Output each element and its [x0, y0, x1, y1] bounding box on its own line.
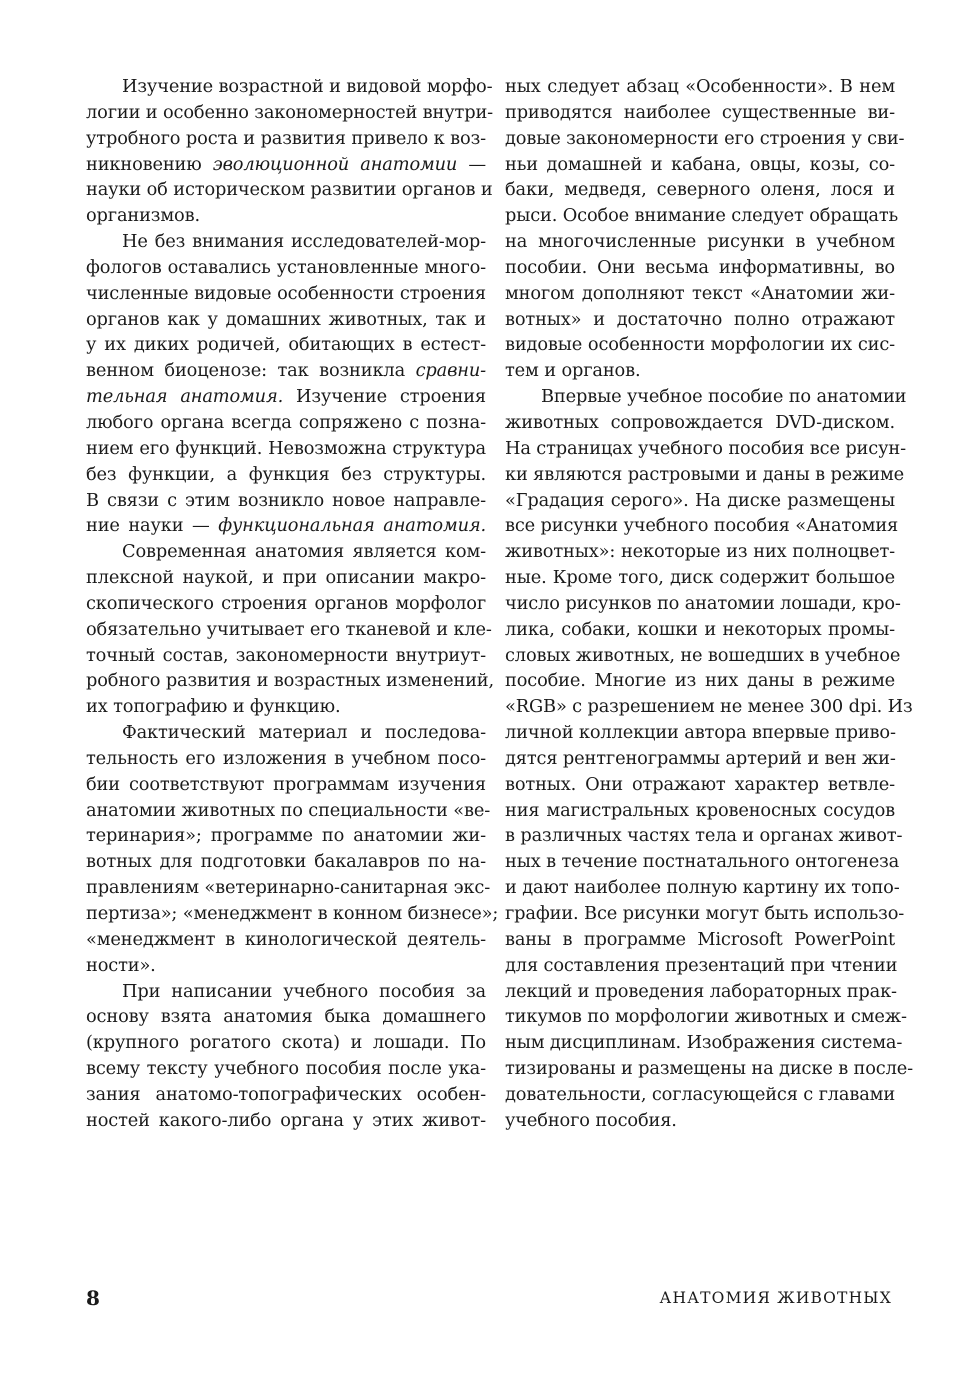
text-line: в различных частях тела и органах живот- — [505, 825, 903, 847]
text-line: численные видовые особенности строения — [86, 282, 486, 304]
text-run: венном биоценозе: так возникла — [86, 360, 416, 382]
text-line: вотных» и достаточно полно отражают — [505, 308, 895, 330]
text-line: пособие. Многие из них даны в режиме — [505, 670, 895, 692]
text-line: число рисунков по анатомии лошади, кро- — [505, 592, 901, 614]
text-line: организмов. — [86, 205, 200, 227]
text-line: на многочисленные рисунки в учебном — [505, 231, 895, 253]
text-line: плексной наукой, и при описании макро- — [86, 567, 486, 589]
text-line: довые закономерности его строения у сви- — [505, 127, 905, 149]
text-line: анатомии животных по специальности «ве- — [86, 799, 491, 821]
left-column — [86, 74, 499, 1134]
text-line: зания анатомо-топографических особен- — [86, 1083, 486, 1105]
text-line: ваны в программе Microsoft PowerPoint — [505, 928, 895, 950]
page-footer — [86, 1286, 892, 1316]
text-line — [86, 358, 486, 384]
text-line: скопического строения органов морфолог — [86, 592, 486, 614]
text-line: рыси. Особое внимание следует обращать — [505, 205, 899, 227]
text-line: «Градация серого». На диске размещены — [505, 489, 895, 511]
text-line: тизированы и размещены на диске в после- — [505, 1058, 913, 1080]
text-line: личной коллекции автора впервые приво- — [505, 722, 896, 744]
text-line: правлениям «ветеринарно-санитарная экс- — [86, 877, 491, 899]
text-line: Фактический материал и последова- — [122, 722, 486, 744]
text-line: В связи с этим возникло новое направле- — [86, 489, 486, 511]
text-line: логии и особенно закономерностей внутри- — [86, 101, 494, 123]
text-line: обязательно учитывает его тканевой и кле- — [86, 618, 492, 640]
running-title: АНАТОМИЯ ЖИВОТНЫХ — [659, 1289, 892, 1307]
text-line: приводятся наиболее существенные ви- — [505, 101, 895, 123]
text-line: всему тексту учебного пособия после ука- — [86, 1058, 486, 1080]
text-line: вотных. Они отражают характер ветвле- — [505, 773, 895, 795]
text-line: словых животных, не вошедших в учебное — [505, 644, 901, 666]
text-line: тем и органов. — [505, 360, 641, 382]
text-line: робного развития и возрастных изменений, — [86, 670, 494, 692]
text-run: Изучение строения — [283, 386, 486, 408]
text-line: утробного роста и развития привело к воз- — [86, 127, 486, 149]
text-line: ностей какого-либо органа у этих живот- — [86, 1109, 486, 1131]
text-line: лика, собаки, кошки и некоторых промы- — [505, 618, 895, 640]
text-line: тикумов по морфологии животных и смеж- — [505, 1006, 907, 1028]
text-line: дятся рентгенограммы артерий и вен жи- — [505, 747, 896, 769]
text-run: — — [457, 153, 487, 175]
text-line: и дают наиболее полную картину их топо- — [505, 877, 900, 899]
text-line: науки об историческом развитии органов и — [86, 179, 493, 201]
text-line: Не без внимания исследователей-мор- — [122, 231, 486, 253]
text-line: любого органа всегда сопряжено с позна- — [86, 411, 486, 433]
text-line: у их диких родичей, обитающих в естест- — [86, 334, 486, 356]
italic-term: сравни- — [415, 360, 486, 382]
text-line: их топографию и функцию. — [86, 696, 341, 718]
text-line: На страницах учебного пособия все рисун- — [505, 437, 906, 459]
text-line: основу взята анатомия быка домашнего — [86, 1006, 486, 1028]
text-line: животных сопровождается DVD-диском. — [505, 411, 895, 433]
text-line: «RGB» с разрешением не менее 300 dpi. Из — [505, 696, 913, 718]
text-line: Изучение возрастной и видовой морфо- — [122, 76, 493, 97]
text-line: многом дополняют текст «Анатомии жи- — [505, 282, 895, 304]
text-line: довательности, согласующейся с главами — [505, 1083, 896, 1105]
text-line: животных»: некоторые из них полноцвет- — [505, 541, 895, 563]
text-line: При написании учебного пособия за — [122, 980, 486, 1002]
text-line: тельность его изложения в учебном посо- — [86, 747, 486, 769]
text-line: ния магистральных кровеносных сосудов — [505, 799, 895, 821]
page-number: 8 — [86, 1286, 100, 1310]
right-column — [505, 74, 913, 1134]
text-line: (крупного рогатого скота) и лошади. По — [86, 1032, 486, 1054]
text-line: видовые особенности морфологии их сис- — [505, 334, 895, 356]
text-line: вотных для подготовки бакалавров по на- — [86, 851, 486, 873]
text-line: нием его функций. Невозможна структура — [86, 437, 486, 459]
text-line: Впервые учебное пособие по анатомии — [541, 386, 907, 408]
text-line: ности». — [86, 954, 156, 976]
text-line — [86, 513, 486, 539]
text-line — [86, 152, 486, 178]
text-line: для составления презентаций при чтении — [505, 954, 898, 976]
italic-term: функциональная анатомия. — [218, 515, 486, 537]
text-line: графии. Все рисунки могут быть использо- — [505, 903, 905, 924]
text-line: бии соответствуют программам изучения — [86, 773, 486, 795]
text-line: точный состав, закономерности внутриут- — [86, 644, 486, 666]
text-line: Современная анатомия является ком- — [122, 541, 486, 563]
text-line: все рисунки учебного пособия «Анатомия — [505, 515, 899, 537]
text-line: органов как у домашних животных, так и — [86, 308, 486, 330]
text-line: ки являются растровыми и даны в режиме — [505, 463, 905, 485]
text-line: ных следует абзац «Особенности». В нем — [505, 76, 895, 97]
text-line — [86, 384, 486, 410]
text-line: фологов оставались установленные много- — [86, 256, 486, 278]
text-line: лекций и проведения лабораторных прак- — [505, 980, 897, 1002]
italic-term: тельная анатомия. — [86, 386, 284, 408]
text-line: ных в течение постнатального онтогенеза — [505, 851, 900, 873]
text-line: ньи домашней и кабана, овцы, козы, со- — [505, 153, 895, 175]
text-line: баки, медведя, северного оленя, лося и — [505, 179, 895, 201]
text-line: «менеджмент в кинологической деятель- — [86, 928, 486, 950]
text-line: пертиза»; «менеджмент в конном бизнесе»; — [86, 903, 499, 924]
text-line: пособии. Они весьма информативны, во — [505, 256, 895, 278]
text-run: никновению — [86, 153, 213, 175]
text-line: ные. Кроме того, диск содержит большое — [505, 567, 895, 589]
italic-term: эволюционной анатомии — [212, 153, 458, 175]
text-line: без функции, а функция без структуры. — [86, 463, 486, 485]
text-line: учебного пособия. — [505, 1109, 677, 1131]
text-line: ным дисциплинам. Изображения система- — [505, 1032, 903, 1054]
text-line: теринария»; программе по анатомии жи- — [86, 825, 486, 847]
text-run: ние науки — — [86, 515, 219, 537]
